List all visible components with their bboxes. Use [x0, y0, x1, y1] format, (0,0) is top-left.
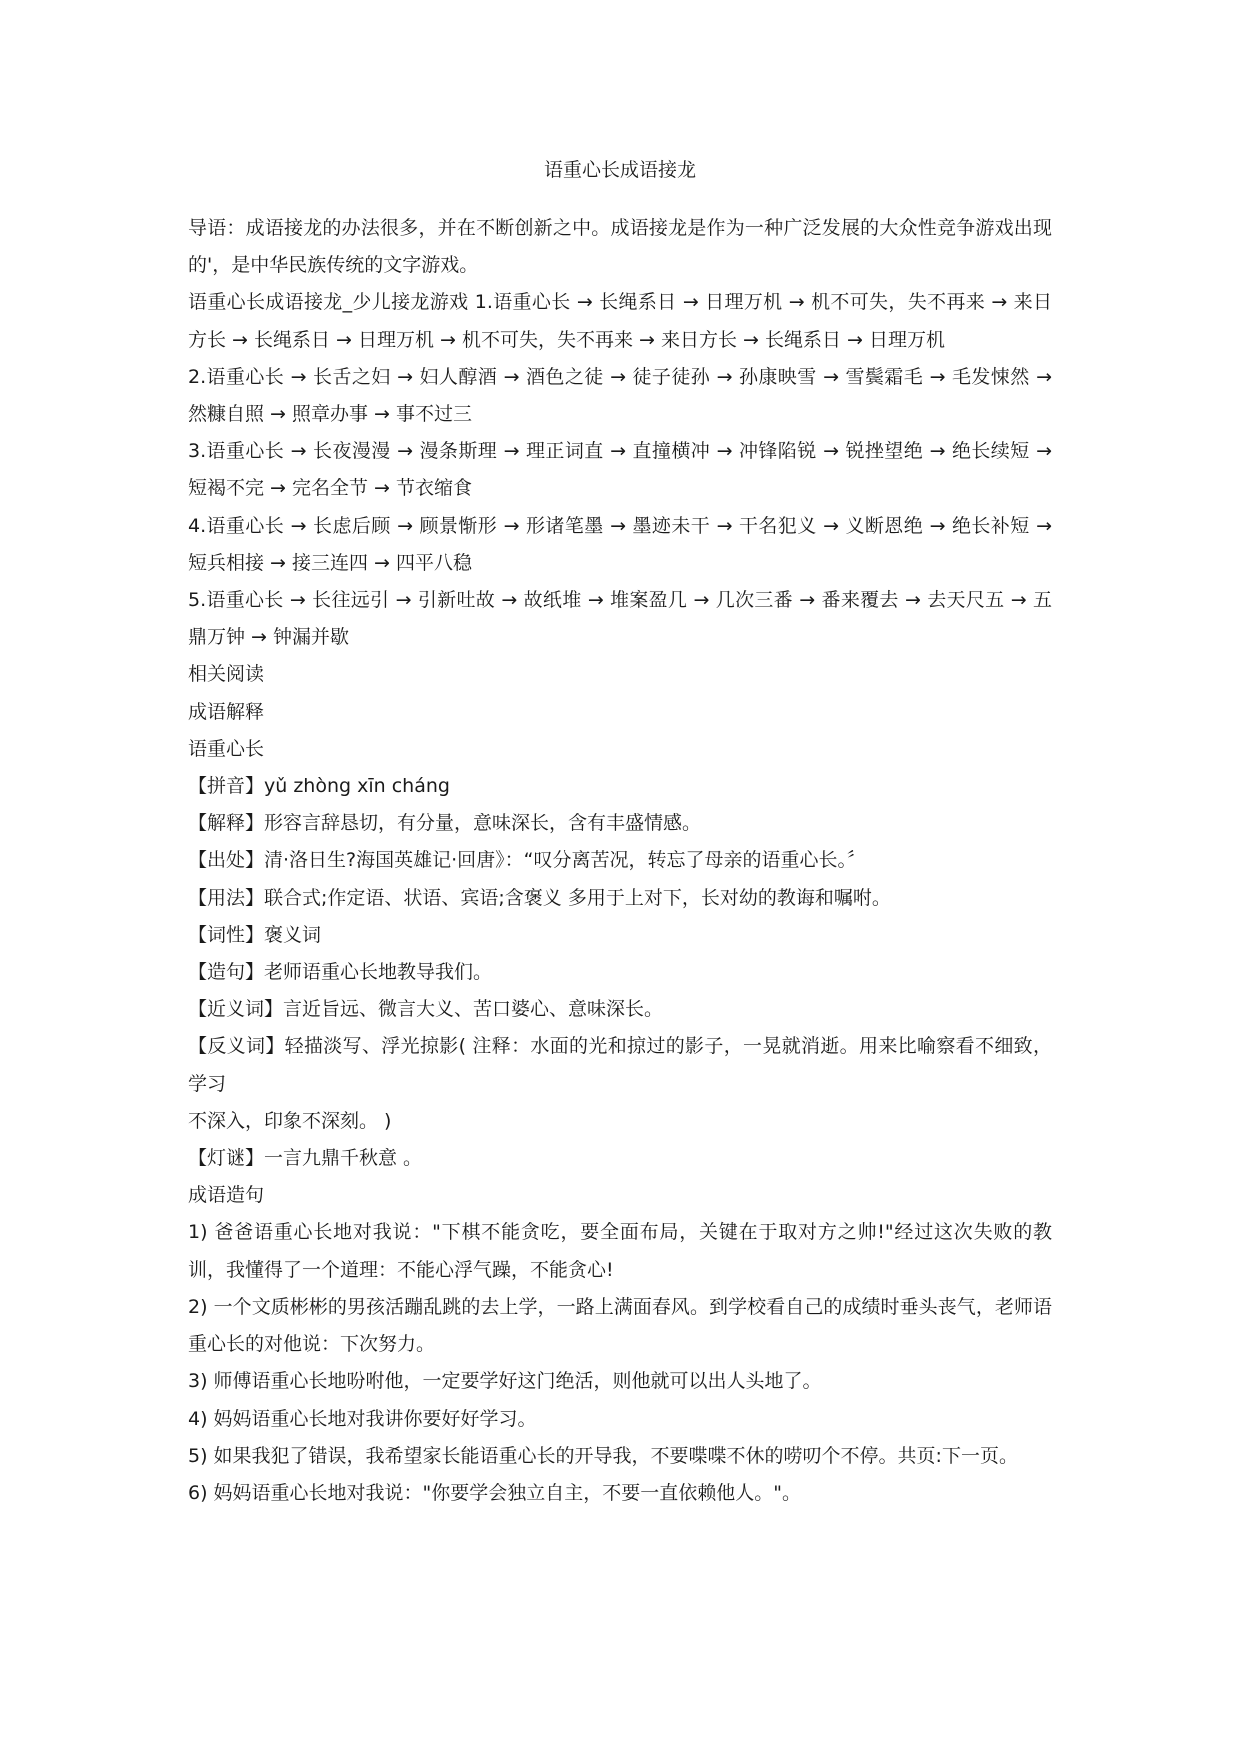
antonyms-entry: 【反义词】轻描淡写、浮光掠影( 注释：水面的光和掠过的影子，一晃就消逝。用来比喻察看不细致，学习 — [188, 1035, 1052, 1095]
example-entry: 【造句】老师语重心长地教导我们。 — [188, 961, 493, 984]
chain-paragraph-1: 语重心长成语接龙_少儿接龙游戏 1.语重心长 → 长绳系日 → 日理万机 → 机不可失，失不再来 → 来日方长 → 长绳系日 → 日理万机 → 机不可失，失不再来 → 来日方长 → 长绳系日 → 日理万机 — [188, 291, 1052, 351]
chain-paragraph-3: 3.语重心长 → 长夜漫漫 → 漫条斯理 → 理正词直 → 直撞横冲 → 冲锋陷锐 → 锐挫望绝 → 绝长续短 → 短褐不完 → 完名全节 → 节衣缩食 — [188, 440, 1052, 500]
document-body — [188, 210, 1052, 1512]
usage-entry: 【用法】联合式;作定语、状语、宾语;含褒义 多用于上对下，长对幼的教诲和嘱咐。 — [188, 886, 891, 909]
sentence-item-1: 1) 爸爸语重心长地对我说："下棋不能贪吃，要全面布局，关键在于取对方之帅!"经过这次失败的教训，我懂得了一个道理：不能心浮气躁，不能贪心! — [188, 1221, 1052, 1281]
idiom-explanation-heading: 成语解释 — [188, 700, 265, 723]
document-title: 语重心长成语接龙 — [543, 159, 696, 181]
synonyms-entry: 【近义词】言近旨远、微言大义、苦口婆心、意味深长。 — [188, 998, 664, 1021]
sentence-item-4: 4) 妈妈语重心长地对我讲你要好好学习。 — [188, 1407, 537, 1430]
pinyin-entry: 【拼音】yǔ zhòng xīn cháng — [188, 775, 450, 798]
chain-paragraph-5: 5.语重心长 → 长往远引 → 引新吐故 → 故纸堆 → 堆案盈几 → 几次三番 → 番来覆去 → 去天尺五 → 五鼎万钟 → 钟漏并歇 — [188, 589, 1052, 649]
sentence-item-5: 5) 如果我犯了错误，我希望家长能语重心长的开导我，不要喋喋不休的唠叨个不停。共页:下一页。 — [188, 1444, 1018, 1467]
sentence-item-2: 2) 一个文质彬彬的男孩活蹦乱跳的去上学，一路上满面春风。到学校看自己的成绩时垂头丧气，老师语重心长的对他说：下次努力。 — [188, 1295, 1052, 1356]
antonyms-entry-continued: 不深入，印象不深刻。 ) — [188, 1109, 392, 1132]
source-entry: 【出处】清·洛日生?海国英雄记·回唐》：“叹分离苦况，转忘了母亲的语重心长。〞 — [188, 849, 867, 872]
sentence-item-6: 6) 妈妈语重心长地对我说："你要学会独立自主，不要一直依赖他人。"。 — [188, 1481, 802, 1504]
idiom-name: 语重心长 — [188, 737, 265, 760]
related-reading-heading: 相关阅读 — [188, 663, 265, 686]
riddle-entry: 【灯谜】一言九鼎千秋意 。 — [188, 1147, 423, 1170]
chain-paragraph-2: 2.语重心长 → 长舌之妇 → 妇人醇酒 → 酒色之徒 → 徒子徒孙 → 孙康映雪 → 雪鬓霜毛 → 毛发悚然 → 然糠自照 → 照章办事 → 事不过三 — [188, 365, 1052, 426]
intro-paragraph: 导语：成语接龙的办法很多，并在不断创新之中。成语接龙是作为一种广泛发展的大众性竞争游戏出现的'，是中华民族传统的文字游戏。 — [188, 217, 1052, 277]
chain-paragraph-4: 4.语重心长 → 长虑后顾 → 顾景惭形 → 形诸笔墨 → 墨迹未干 → 干名犯义 → 义断恩绝 → 绝长补短 → 短兵相接 → 接三连四 → 四平八稳 — [188, 514, 1052, 574]
sentences-heading: 成语造句 — [188, 1184, 265, 1207]
part-of-speech-entry: 【词性】褒义词 — [188, 923, 322, 946]
meaning-entry: 【解释】形容言辞恳切，有分量，意味深长，含有丰盛情感。 — [188, 812, 702, 835]
sentence-item-3: 3) 师傅语重心长地吩咐他，一定要学好这门绝活，则他就可以出人头地了。 — [188, 1370, 822, 1393]
